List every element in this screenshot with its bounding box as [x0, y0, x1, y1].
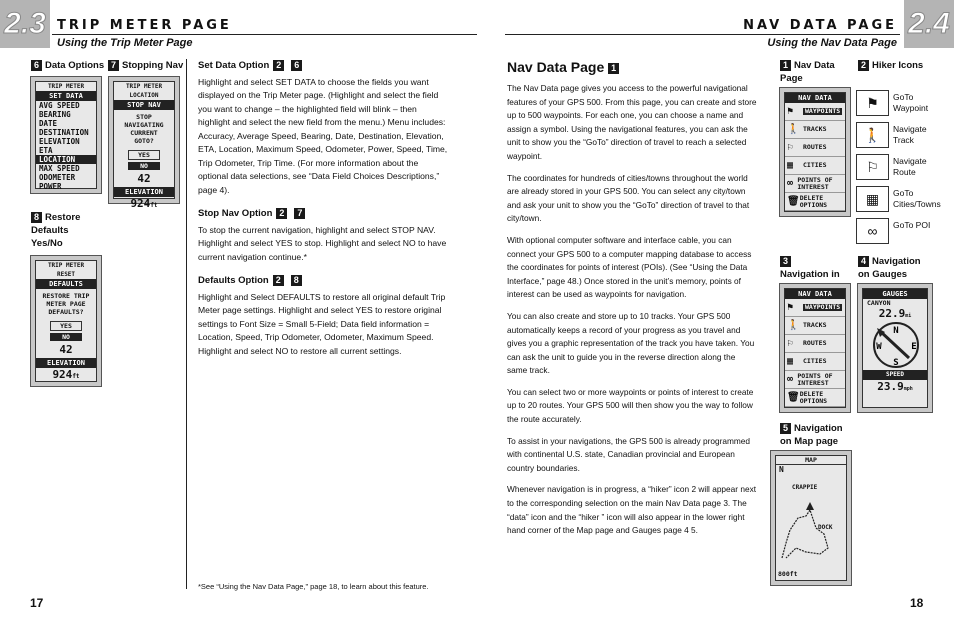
nav-row-label: POINTS OF INTEREST [797, 371, 833, 387]
nav-row-flag[interactable] [785, 299, 845, 317]
ref-number: 2 [276, 208, 287, 219]
nav-row-route[interactable] [785, 139, 845, 157]
nav-row-city[interactable] [785, 353, 845, 371]
caption-nav-on-gauges: 4 Navigation on Gauges [858, 255, 921, 280]
ref-number: 2 [273, 275, 284, 286]
flag-icon: ⚑ [787, 106, 794, 117]
gauge-distance: 22.9mi [878, 307, 912, 320]
screen-gauges [857, 283, 933, 413]
section-text: Highlight and select SET DATA to choose the fields you want displayed on the Trip Meter page. (Highlight and select the field you want to change – the highlighted field will blink – then highlight and select the new field from the menu.) Menu includes: Accuracy, Average Speed, Bearing, Date, Destination, Elevation, ETA, Location, Maximum Speed, Odometer, Power, Speed, Time, Trip Odometer, Trip Time. (For more information about the optional data selections, see “Data Field Choices Descriptions,” page 4). [198, 76, 448, 195]
section-2 [198, 274, 448, 358]
route-icon: ⚐ [787, 338, 794, 349]
hiker-label: GoTo Cities/Towns [893, 188, 941, 209]
flag-icon: ⚑ [787, 302, 794, 313]
nav-row-label: DELETE OPTIONS [799, 389, 828, 405]
ref-number: 8 [291, 275, 302, 286]
nav-row-hiker[interactable] [785, 317, 845, 335]
lcd-elev: 924ft [52, 368, 80, 381]
nav-data-title: Nav Data Page 1 [507, 59, 622, 75]
gauge-speed-label: SPEED [863, 370, 927, 380]
ref-number: 2 [273, 60, 284, 71]
lcd-bar: STOP NAV [114, 100, 174, 110]
hiker-icon: ⚑ [856, 90, 889, 116]
nav-row-trash[interactable] [785, 193, 845, 211]
lcd [35, 260, 97, 382]
nav-row-label: POINTS OF INTEREST [797, 175, 833, 191]
nav-row-label: WAYPOINTS [805, 303, 841, 311]
left-body-text [198, 59, 448, 368]
screen-nav-in-progress [779, 283, 851, 413]
page-number-right: 18 [910, 596, 924, 610]
nav-row-trash[interactable] [785, 389, 845, 407]
caption-nav-in-progress: 3Navigation in [780, 255, 840, 280]
lcd-elev: 924ft [130, 197, 158, 210]
page-subheader-right: Using the Nav Data Page [767, 37, 897, 49]
lcd-sub: LOCATION [129, 92, 159, 99]
trash-icon: 🗑 [787, 392, 800, 403]
screen-stop-nav [108, 76, 180, 210]
section-tab-left: 2.3 [0, 0, 50, 48]
page-header-left: TRIP METER PAGE [57, 18, 232, 33]
paragraph: To assist in your navigations, the GPS 500 is already programmed with continental U.S. state, Canadian provincial and European country boundaries. [507, 435, 751, 473]
hiker-label: Navigate Route [893, 156, 927, 177]
menu-item[interactable]: ODOMETER [39, 173, 76, 182]
column-divider [186, 59, 187, 589]
map-label-dock: DOCK [818, 524, 833, 531]
lcd-title: TRIP METER [47, 83, 85, 90]
map-title: MAP [776, 456, 846, 465]
lcd [784, 288, 846, 408]
screen-map [770, 450, 852, 586]
city-icon: ▦ [787, 356, 794, 367]
caption-restore-defaults: 8 Restore Defaults Yes/No [31, 211, 81, 249]
compass-s-label: S [893, 358, 899, 368]
hiker-icon: 🚶 [856, 122, 889, 148]
header-rule-left [52, 34, 477, 35]
page-subheader-left: Using the Trip Meter Page [57, 37, 193, 49]
menu-item[interactable]: AVG SPEED [39, 101, 80, 110]
nav-row-route[interactable] [785, 335, 845, 353]
caption-data-options: 6 Data Options [31, 59, 104, 72]
no-button[interactable]: NO [128, 162, 160, 170]
lcd-value: 42 [59, 343, 73, 356]
nav-row-flag[interactable] [785, 103, 845, 121]
section-tab-right: 2.4 [904, 0, 954, 48]
menu-item[interactable]: DESTINATION [39, 128, 89, 137]
caption-hiker-icons: 2 Hiker Icons [858, 59, 923, 72]
gauge-speed: 23.9mph [877, 380, 913, 393]
lcd-title: TRIP METER [125, 83, 163, 90]
route-icon: ⚐ [787, 142, 794, 153]
paragraph: The Nav Data page gives you access to the powerful navigational features of your GPS 500. From this page, you can create and store up to 500 waypoints. For each one, you can choose a name and assign a symbol. Using the navigational features, you can ask the unit to show you the “GoTo” direction of travel to reach a selected waypoint. [507, 83, 757, 161]
menu-item[interactable]: ELEVATION [39, 137, 80, 146]
paragraph: You can also create and store up to 10 tracks. Your GPS 500 automatically keeps a record of your progress as you travel and gives you a graphic representation of the track you have taken. You can ask the unit to guide you in the reverse direction along the same track. [507, 310, 755, 376]
hiker-icon: ∞ [856, 218, 889, 244]
map-north: N [779, 465, 784, 474]
section-0 [198, 59, 448, 197]
lcd-elev-label: ELEVATION [36, 358, 96, 368]
caption-nav-on-map: 5 Navigation on Map page [780, 422, 843, 447]
nav-row-label: CITIES [803, 357, 827, 365]
nav-list [785, 299, 845, 407]
nav-row-city[interactable] [785, 157, 845, 175]
binoculars-icon: ∞ [787, 374, 794, 385]
lcd-title: NAV DATA [785, 289, 845, 299]
section-text: To stop the current navigation, highlight and select STOP NAV. Highlight and select YES to stop. Highlight and select NO to have current navigation continue.* [198, 224, 447, 262]
lcd-prompt: RESTORE TRIP METER PAGE DEFAULTS? [42, 292, 90, 316]
lcd-elev-label: ELEVATION [114, 187, 174, 197]
menu-item[interactable]: MAX SPEED [39, 164, 80, 173]
hiker-icon: 🚶 [787, 124, 800, 135]
ref-number: 7 [294, 208, 305, 219]
nav-row-label: TRACKS [803, 125, 827, 133]
trash-icon: 🗑 [787, 196, 800, 207]
nav-row-label: WAYPOINTS [805, 107, 841, 115]
nav-row-label: DELETE OPTIONS [799, 193, 828, 209]
page-number-left: 17 [30, 596, 44, 610]
nav-list [785, 103, 845, 211]
screen-set-data [30, 76, 102, 194]
paragraph: The coordinates for hundreds of cities/towns throughout the world are already stored in your GPS 500. You can select any city/town and ask your unit to show you the “GoTo” direction of travel to that city/town. [507, 172, 750, 224]
city-icon: ▦ [787, 160, 794, 171]
lcd-prompt: STOP NAVIGATING CURRENT GOTO? [124, 113, 164, 145]
nav-row-label: ROUTES [803, 143, 827, 151]
screen-defaults [30, 255, 102, 387]
nav-row-label: ROUTES [803, 339, 827, 347]
paragraph: With optional computer software and interface cable, you can connect your GPS 500 to a computer mapping database to access the coordinates for points of interest (POIs). (See “Using the Data Interface,” page 48.) Once stored in the unit’s memory, points of interest can be used as waypoints for navigation. [507, 234, 752, 300]
section-heading: Stop Nav Option 2 7 [198, 207, 448, 221]
lcd [862, 288, 928, 408]
menu-item[interactable]: ETA [39, 146, 53, 155]
nav-row-binoculars[interactable] [785, 371, 845, 389]
menu-item[interactable]: LOCATION [36, 155, 96, 164]
nav-row-label: TRACKS [803, 321, 827, 329]
caption-stopping-nav: 7 Stopping Nav [108, 59, 183, 72]
paragraph: Whenever navigation is in progress, a “hiker” icon 2 will appear next to the corresponding selection on the main Nav Data page 3. The “data” icon and the “hiker ” icon will also appear in the lower right hand corner of the Map page and Gauges page 4 5. [507, 484, 757, 536]
no-button[interactable]: NO [50, 333, 82, 341]
lcd-title: TRIP METER [47, 262, 85, 269]
hiker-label: GoTo Waypoint [893, 92, 929, 113]
lcd-bar: DEFAULTS [36, 279, 96, 289]
hiker-icon: ⚐ [856, 154, 889, 180]
paragraph: You can select two or more waypoints or points of interest to create up to 20 routes. Your GPS 500 will then show you the way to follow the route accurately. [507, 386, 754, 425]
hiker-label: Navigate Track [893, 124, 927, 145]
yes-button[interactable]: YES [50, 321, 82, 331]
lcd [35, 81, 97, 189]
caption-nav-data-page: 1 Nav Data Page [780, 59, 835, 84]
right-body-text [507, 82, 757, 546]
compass-n-label: N [893, 326, 899, 336]
ref-number: 6 [291, 60, 302, 71]
nav-row-binoculars[interactable] [785, 175, 845, 193]
page-header-right: NAV DATA PAGE [743, 18, 897, 33]
lcd [775, 455, 847, 581]
compass-dial [863, 320, 929, 370]
header-rule-right [505, 34, 900, 35]
menu-item[interactable]: POWER [39, 182, 62, 191]
map-track [776, 488, 850, 568]
hiker-label: GoTo POI [893, 220, 931, 230]
lcd-menu-list [36, 101, 96, 191]
lcd-title: NAV DATA [785, 93, 845, 103]
binoculars-icon: ∞ [787, 178, 794, 189]
lcd [784, 92, 846, 212]
lcd-sub: RESET [56, 271, 76, 278]
section-1 [198, 207, 448, 264]
nav-row-label: CITIES [803, 161, 827, 169]
hiker-icon: ▦ [856, 186, 889, 212]
compass-w-label: W [876, 342, 882, 352]
map-label-crappie: CRAPPIE [792, 484, 818, 491]
menu-item[interactable]: BEARING [39, 110, 71, 119]
lcd-title: GAUGES [863, 289, 927, 299]
lcd-value: 42 [137, 172, 151, 185]
yes-button[interactable]: YES [128, 150, 160, 160]
lcd [113, 81, 175, 210]
compass-e-label: E [911, 342, 917, 352]
lcd-bar: SET DATA [36, 91, 96, 101]
nav-row-hiker[interactable] [785, 121, 845, 139]
gauge-place: CANYON [867, 299, 891, 307]
map-scale: 800ft [778, 570, 798, 578]
section-heading: Set Data Option 2 6 [198, 59, 448, 73]
section-heading: Defaults Option 2 8 [198, 274, 448, 288]
hiker-icon: 🚶 [787, 320, 800, 331]
screen-nav-data [779, 87, 851, 217]
section-text: Highlight and Select DEFAULTS to restore all original default Trip Meter page settings. Highlight and select YES to restore original settings to Font Size = Small 5-Field; Data field information = Location, Speed, Trip Odometer, Odometer, Maximum Speed. Highlight and select NO to restore all current settings. [198, 291, 446, 356]
footnote: *See “Using the Nav Data Page,” page 18, to learn about this feature. [198, 582, 429, 591]
menu-item[interactable]: DATE [39, 119, 58, 128]
